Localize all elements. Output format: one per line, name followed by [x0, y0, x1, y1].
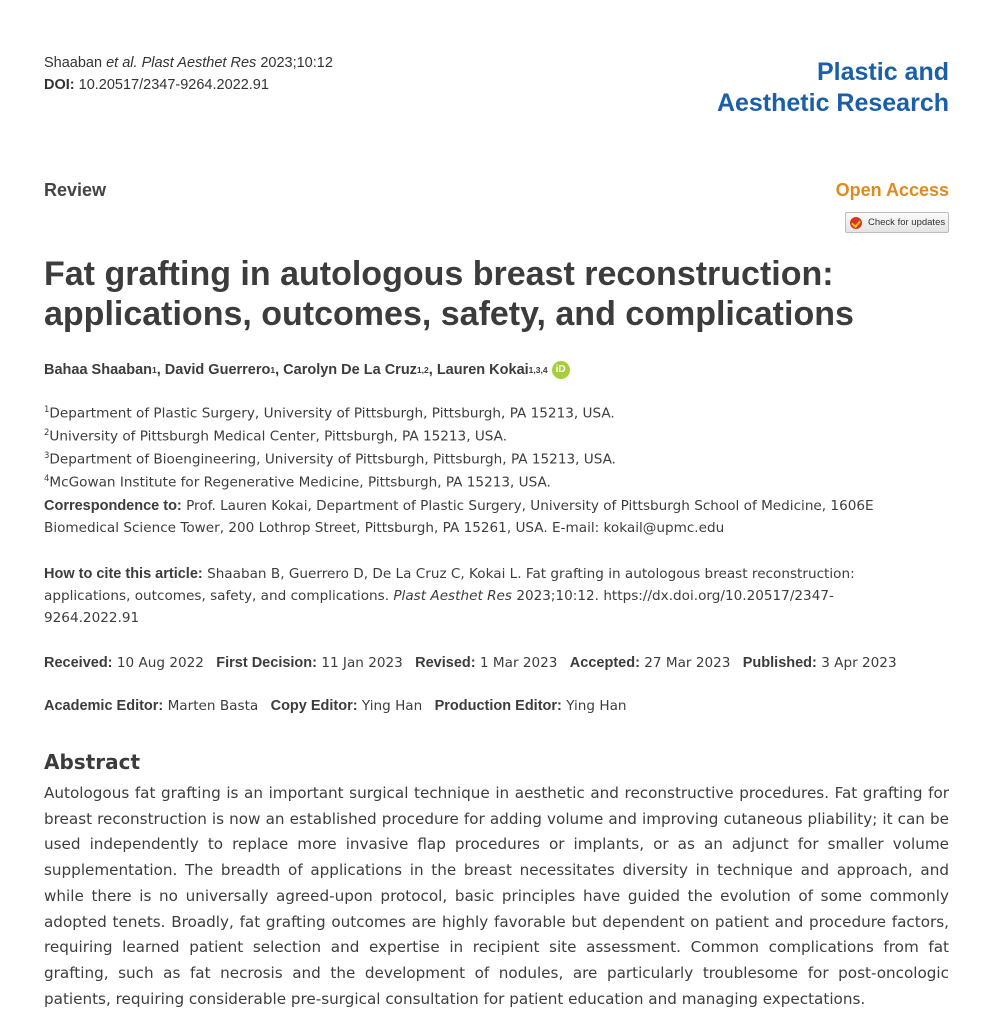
editor-value: Marten Basta: [167, 698, 259, 714]
editor-value: Ying Han: [361, 698, 423, 714]
editor-item: [435, 698, 631, 714]
cite-volume: 2023;10:12: [260, 55, 333, 71]
how-to-cite-text: Shaaban B, Guerrero D, De La Cruz C, Kokai L. Fat grafting in autologous breast reconstruction:: [207, 566, 855, 582]
date-label: Received:: [44, 655, 113, 671]
author-separator: ,: [275, 362, 284, 378]
editor-label: Academic Editor:: [44, 698, 164, 714]
cite-etal: et al.: [106, 55, 138, 71]
author-name[interactable]: Bahaa Shaaban: [44, 362, 152, 378]
doi-value[interactable]: 10.20517/2347-9264.2022.91: [78, 77, 269, 93]
correspondence-line1: [44, 495, 949, 517]
correspondence-label: Correspondence to:: [44, 498, 182, 514]
article-title: [44, 254, 944, 334]
date-label: Published:: [742, 655, 817, 671]
editors-line: [44, 695, 949, 717]
orcid-icon[interactable]: iD: [552, 361, 570, 379]
how-to-cite-journal: Plast Aesthet Res: [393, 588, 512, 604]
affiliation-text: University of Pittsburgh Medical Center, Pittsburgh, PA 15213, USA.: [49, 428, 508, 445]
correspondence-block: [44, 495, 949, 539]
author-affil-sup: 1,3,4: [528, 365, 548, 375]
title-line2: applications, outcomes, safety, and complications: [44, 295, 854, 333]
doi-line: [44, 77, 269, 93]
journal-name-line2: Aesthetic Research: [716, 89, 949, 117]
affiliation-item: [44, 424, 616, 447]
affiliation-sup: 3: [44, 451, 50, 462]
date-item: [570, 655, 735, 671]
date-item: [743, 655, 901, 671]
author-separator: ,: [156, 362, 165, 378]
author-name[interactable]: Carolyn De La Cruz: [283, 362, 417, 378]
editor-item: [44, 698, 262, 714]
journal-name-line1: Plastic and: [817, 58, 949, 86]
check-updates-label: Check for updates: [868, 217, 946, 228]
correspondence-text: Prof. Lauren Kokai, Department of Plastic Surgery, University of Pittsburgh School of Medicine, 1606E: [186, 498, 874, 514]
how-to-cite-text: applications, outcomes, safety, and complications.: [44, 588, 390, 604]
affiliation-item: [44, 401, 616, 424]
editor-value: Ying Han: [566, 698, 627, 714]
date-item: [44, 655, 208, 671]
cite-author: Shaaban: [44, 55, 103, 71]
title-line1: Fat grafting in autologous breast reconstruction:: [44, 255, 834, 293]
how-to-cite-block: [44, 563, 949, 629]
dates-line: [44, 652, 949, 674]
author-separator: ,: [428, 362, 437, 378]
date-value: 1 Mar 2023: [479, 655, 558, 671]
abstract-heading: Abstract: [44, 750, 141, 774]
affiliation-sup: 4: [44, 474, 50, 485]
affiliation-text: McGowan Institute for Regenerative Medicine, Pittsburgh, PA 15213, USA.: [49, 474, 551, 491]
affiliation-text: Department of Plastic Surgery, University of Pittsburgh, Pittsburgh, PA 15213, USA.: [49, 405, 615, 422]
affiliation-sup: 1: [44, 405, 50, 415]
how-to-cite-line1: [44, 563, 949, 585]
date-item: [216, 655, 407, 671]
citation-line: [44, 55, 333, 71]
editor-label: Copy Editor:: [270, 698, 358, 714]
how-to-cite-link[interactable]: 2023;10:12. https://dx.doi.org/10.20517/2347-: [516, 588, 834, 604]
date-value: 10 Aug 2022: [116, 655, 204, 671]
doi-label: DOI:: [44, 77, 75, 93]
author-name[interactable]: Lauren Kokai: [436, 362, 529, 378]
open-access-label: Open Access: [835, 180, 949, 200]
abstract-text: Autologous fat grafting is an important surgical technique in aesthetic and reconstructive procedures. Fat grafting for breast reconstruction is now an established procedure for adding volume and improving cutaneous pliability; it can be used independently to replace more invasive flap procedures or implants, or as an adjunct for smaller volume supplementation. The breadth of applications in the breast necessitates diversity in technique and approach, and while there is no universally agreed-upon protocol, basic principles have guided the evolution of some commonly adopted tenets. Broadly, fat grafting outcomes are highly favorable but dependent on patient and procedure factors, requiring learned patient selection and expertise in recipient site assessment. Common complications from fat grafting, such as fat necrosis and the development of nodules, are particularly troublesome for post-oncologic patients, requiring considerable pre-surgical consultation for patient education and managing expectations.: [44, 784, 949, 1008]
author-list: [44, 361, 570, 379]
date-item: [415, 655, 561, 671]
author-affil-sup: 1: [270, 365, 276, 375]
editor-item: [271, 698, 427, 714]
how-to-cite-line2: [44, 585, 949, 607]
date-label: Revised:: [415, 655, 476, 671]
date-label: Accepted:: [569, 655, 640, 671]
cite-journal-abbr: Plast Aesthet Res: [141, 55, 257, 71]
date-value: 11 Jan 2023: [321, 655, 403, 671]
article-type: Review: [44, 180, 107, 200]
correspondence-line2: Biomedical Science Tower, 200 Lothrop Street, Pittsburgh, PA 15261, USA. E-mail: kokail@upmc.edu: [44, 520, 725, 536]
crossmark-icon: [850, 217, 862, 229]
affiliation-list: [44, 401, 616, 493]
author-affil-sup: 1: [152, 365, 157, 375]
date-value: 27 Mar 2023: [644, 655, 731, 671]
author-name[interactable]: David Guerrero: [164, 362, 271, 378]
editor-label: Production Editor:: [434, 698, 562, 714]
affiliation-text: Department of Bioengineering, University of Pittsburgh, Pittsburgh, PA 15213, USA.: [49, 451, 616, 468]
affiliation-sup: 2: [44, 428, 50, 439]
check-for-updates-button[interactable]: [845, 212, 949, 233]
date-value: 3 Apr 2023: [821, 655, 897, 671]
how-to-cite-line3[interactable]: 9264.2022.91: [44, 610, 140, 626]
author-affil-sup: 1,2: [416, 365, 429, 375]
how-to-cite-label: How to cite this article:: [44, 566, 203, 582]
affiliation-item: [44, 447, 616, 470]
date-label: First Decision:: [216, 655, 317, 671]
affiliation-item: [44, 470, 616, 493]
journal-logo[interactable]: [717, 57, 949, 119]
